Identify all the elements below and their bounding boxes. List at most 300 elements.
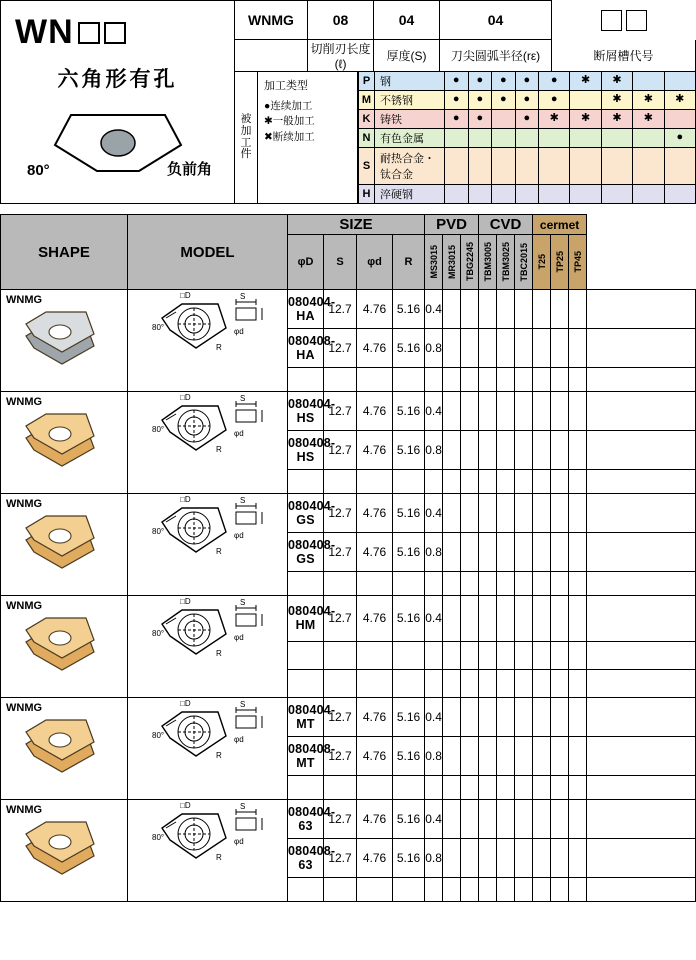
machining-type-item-1: ✱一般加工 (264, 115, 315, 128)
cell-grade-availability (497, 470, 515, 494)
insert-photo-cell (1, 596, 128, 698)
cell-grade-availability (551, 800, 569, 839)
insert-type-label: WNMG (6, 600, 43, 612)
cell-thickness: 4.76 (357, 698, 393, 737)
material-code: H (359, 184, 375, 203)
material-mark: ● (445, 90, 469, 109)
cell-grade-availability (479, 596, 497, 642)
cell-diameter: 12.7 (324, 596, 357, 642)
insert-photo-cell (1, 698, 128, 800)
material-mark: ● (664, 128, 695, 147)
cell-grade-availability (461, 470, 479, 494)
cell-nose-radius (425, 776, 443, 800)
cell-model-number (288, 669, 324, 697)
cell-grade-availability (533, 392, 551, 431)
cell-nose-radius (425, 368, 443, 392)
cell-grade-availability (551, 470, 569, 494)
cell-model-number: 080408-HS (288, 431, 324, 470)
material-code: K (359, 109, 375, 128)
material-mark (664, 72, 695, 90)
cell-model-number: 080404-GS (288, 494, 324, 533)
cell-grade-availability (569, 596, 587, 642)
cell-grade-availability (533, 698, 551, 737)
table-row (1, 596, 696, 642)
wn-logo-box-2 (104, 22, 126, 44)
material-matrix (234, 72, 696, 204)
material-mark (570, 90, 601, 109)
cell-model-number: 080408-HA (288, 329, 324, 368)
cell-grade-availability (587, 878, 696, 902)
cell-grade-availability (497, 839, 515, 878)
angle-label: 80° (27, 162, 50, 179)
material-code: S (359, 148, 375, 185)
insert-photo-cell (1, 800, 128, 902)
table-row (1, 698, 696, 737)
cell-grade-availability (533, 290, 551, 329)
cell-grade-availability (569, 431, 587, 470)
cell-grade-availability (443, 698, 461, 737)
material-mark (570, 184, 601, 203)
col-grade: TBM3005 (479, 235, 497, 290)
product-table-head (1, 215, 696, 290)
cell-grade-availability (515, 368, 533, 392)
material-mark: ✱ (633, 90, 664, 109)
material-mark: ✱ (570, 72, 601, 90)
cell-thickness: 4.76 (357, 533, 393, 572)
cell-grade-availability (533, 494, 551, 533)
cell-model-number (288, 470, 324, 494)
insert-dimension-drawing (128, 392, 288, 494)
cell-model-number (288, 572, 324, 596)
cell-hole-diameter: 5.16 (393, 737, 425, 776)
cell-grade-availability (461, 878, 479, 902)
svg-text:□D: □D (180, 801, 191, 810)
cell-grade-availability (515, 470, 533, 494)
material-mark: ● (539, 90, 570, 109)
cell-hole-diameter: 5.16 (393, 698, 425, 737)
material-mark (468, 148, 492, 185)
cell-thickness: 4.76 (357, 737, 393, 776)
col-size-sub: R (393, 235, 425, 290)
material-mark (601, 148, 632, 185)
svg-text:R: R (216, 853, 222, 862)
svg-text:80°: 80° (152, 731, 165, 740)
cell-nose-radius: 0.4 (425, 596, 443, 642)
cell-nose-radius: 0.8 (425, 839, 443, 878)
cell-grade-availability (569, 533, 587, 572)
cell-grade-availability (497, 669, 515, 697)
header-block (0, 0, 696, 204)
material-mark: ● (515, 72, 539, 90)
workpiece-label: 被加工件 (234, 72, 258, 204)
material-mark (539, 148, 570, 185)
cell-grade-availability (497, 641, 515, 669)
cell-hole-diameter: 5.16 (393, 596, 425, 642)
cell-grade-availability (569, 470, 587, 494)
cell-thickness: 4.76 (357, 392, 393, 431)
cell-grade-availability (533, 470, 551, 494)
cell-nose-radius (425, 878, 443, 902)
cell-grade-availability (443, 329, 461, 368)
cell-hole-diameter (393, 368, 425, 392)
cell-hole-diameter (393, 669, 425, 697)
cell-grade-availability (497, 290, 515, 329)
cell-diameter: 12.7 (324, 290, 357, 329)
cell-diameter (324, 368, 357, 392)
cell-grade-availability (587, 641, 696, 669)
cell-grade-availability (461, 431, 479, 470)
cell-hole-diameter: 5.16 (393, 494, 425, 533)
cell-grade-availability (515, 596, 533, 642)
cell-grade-availability (533, 800, 551, 839)
chip-code-box-1 (601, 10, 622, 31)
cell-grade-availability (587, 698, 696, 737)
material-name: 淬硬钢 (375, 184, 445, 203)
cell-grade-availability (587, 470, 696, 494)
wn-logo-text: WN (15, 13, 74, 51)
svg-text:R: R (216, 751, 222, 760)
cell-thickness (357, 878, 393, 902)
cell-diameter (324, 669, 357, 697)
cell-grade-availability (569, 572, 587, 596)
cell-grade-availability (551, 431, 569, 470)
cell-hole-diameter (393, 641, 425, 669)
cell-grade-availability (569, 329, 587, 368)
cell-grade-availability (497, 329, 515, 368)
material-mark (468, 184, 492, 203)
cell-grade-availability (443, 641, 461, 669)
cell-grade-availability (461, 641, 479, 669)
cell-grade-availability (497, 800, 515, 839)
cell-grade-availability (461, 669, 479, 697)
cell-thickness: 4.76 (357, 839, 393, 878)
cell-grade-availability (461, 533, 479, 572)
svg-text:S: S (240, 700, 246, 709)
cell-grade-availability (479, 392, 497, 431)
cell-grade-availability (443, 669, 461, 697)
cell-grade-availability (497, 698, 515, 737)
machining-type-item-0: ●连续加工 (264, 99, 313, 112)
cell-grade-availability (461, 368, 479, 392)
cell-diameter (324, 641, 357, 669)
cell-grade-availability (551, 572, 569, 596)
cell-grade-availability (461, 698, 479, 737)
cell-grade-availability (533, 431, 551, 470)
cell-grade-availability (443, 737, 461, 776)
cell-grade-availability (479, 494, 497, 533)
cell-grade-availability (587, 596, 696, 642)
cell-grade-availability (533, 533, 551, 572)
code-cell-thickness: 04 (374, 0, 440, 40)
cell-grade-availability (551, 878, 569, 902)
material-mark (601, 184, 632, 203)
cell-grade-availability (533, 596, 551, 642)
cell-grade-availability (533, 368, 551, 392)
material-mark (570, 148, 601, 185)
cell-grade-availability (551, 329, 569, 368)
cell-hole-diameter: 5.16 (393, 392, 425, 431)
cell-diameter (324, 776, 357, 800)
cell-grade-availability (497, 878, 515, 902)
cell-grade-availability (479, 698, 497, 737)
material-mark (633, 128, 664, 147)
cell-grade-availability (479, 800, 497, 839)
col-pvd: PVD (425, 215, 479, 235)
svg-text:φd: φd (234, 531, 244, 540)
material-mark (633, 148, 664, 185)
cell-hole-diameter: 5.16 (393, 533, 425, 572)
cell-grade-availability (461, 776, 479, 800)
col-grade: MR3015 (443, 235, 461, 290)
material-grid (358, 72, 696, 204)
cell-thickness (357, 368, 393, 392)
material-code: P (359, 72, 375, 90)
cell-grade-availability (479, 776, 497, 800)
cell-grade-availability (551, 641, 569, 669)
cell-grade-availability (479, 669, 497, 697)
cell-grade-availability (443, 839, 461, 878)
material-mark: ● (468, 90, 492, 109)
col-size-sub: φD (288, 235, 324, 290)
cell-grade-availability (461, 737, 479, 776)
cell-grade-availability (551, 368, 569, 392)
cell-grade-availability (461, 290, 479, 329)
cell-model-number (288, 776, 324, 800)
cell-grade-availability (533, 572, 551, 596)
cell-grade-availability (443, 533, 461, 572)
cell-thickness: 4.76 (357, 494, 393, 533)
material-name: 铸铁 (375, 109, 445, 128)
material-mark (601, 128, 632, 147)
material-row (359, 148, 696, 185)
svg-text:φd: φd (234, 327, 244, 336)
material-name: 不锈钢 (375, 90, 445, 109)
svg-text:R: R (216, 649, 222, 658)
cell-diameter: 12.7 (324, 329, 357, 368)
cell-grade-availability (461, 800, 479, 839)
insert-type-label: WNMG (6, 294, 43, 306)
material-mark (664, 184, 695, 203)
chip-code-box-2 (626, 10, 647, 31)
insert-dimension-drawing (128, 290, 288, 392)
cell-model-number: 080404-HA (288, 290, 324, 329)
cell-grade-availability (551, 596, 569, 642)
col-grade: TBC2015 (515, 235, 533, 290)
desc-cell-thickness: 厚度(S) (374, 40, 440, 72)
insert-dimension-drawing (128, 800, 288, 902)
cell-grade-availability (551, 290, 569, 329)
svg-text:R: R (216, 547, 222, 556)
cell-diameter (324, 878, 357, 902)
col-grade: TBM3025 (497, 235, 515, 290)
svg-text:□D: □D (180, 291, 191, 300)
cell-grade-availability (551, 494, 569, 533)
cell-model-number: 080408-GS (288, 533, 324, 572)
cell-thickness (357, 669, 393, 697)
material-mark (445, 148, 469, 185)
material-mark (570, 128, 601, 147)
material-name: 有色金属 (375, 128, 445, 147)
cell-grade-availability (533, 737, 551, 776)
cell-grade-availability (443, 596, 461, 642)
cell-thickness: 4.76 (357, 329, 393, 368)
cell-grade-availability (551, 737, 569, 776)
cell-nose-radius: 0.4 (425, 698, 443, 737)
cell-grade-availability (587, 431, 696, 470)
cell-hole-diameter (393, 776, 425, 800)
material-mark: ● (445, 72, 469, 90)
material-mark (492, 184, 516, 203)
cell-grade-availability (533, 878, 551, 902)
material-mark (492, 148, 516, 185)
insert-dimension-drawing (128, 698, 288, 800)
cell-grade-availability (461, 839, 479, 878)
svg-text:□D: □D (180, 597, 191, 606)
code-cell-chip (552, 0, 696, 40)
cell-grade-availability (551, 776, 569, 800)
cell-grade-availability (479, 533, 497, 572)
cell-grade-availability (533, 669, 551, 697)
col-cvd: CVD (479, 215, 533, 235)
material-mark: ● (539, 72, 570, 90)
cell-grade-availability (479, 290, 497, 329)
cell-model-number (288, 368, 324, 392)
cell-model-number (288, 641, 324, 669)
cell-grade-availability (497, 494, 515, 533)
cell-nose-radius: 0.4 (425, 494, 443, 533)
svg-text:80°: 80° (152, 425, 165, 434)
cell-nose-radius (425, 669, 443, 697)
cell-grade-availability (443, 470, 461, 494)
table-head-row-1 (1, 215, 696, 235)
cell-grade-availability (587, 572, 696, 596)
cell-grade-availability (443, 572, 461, 596)
cell-grade-availability (551, 839, 569, 878)
cell-grade-availability (569, 698, 587, 737)
cell-grade-availability (479, 641, 497, 669)
cell-model-number (288, 878, 324, 902)
designation-panel (234, 0, 696, 204)
svg-text:□D: □D (180, 495, 191, 504)
cell-grade-availability (587, 494, 696, 533)
chip-code-boxes (552, 10, 695, 31)
material-row (359, 72, 696, 90)
insert-photo-cell (1, 494, 128, 596)
material-mark: ● (492, 90, 516, 109)
cell-grade-availability (515, 641, 533, 669)
cell-diameter (324, 470, 357, 494)
shape-overview-panel (0, 0, 234, 204)
cell-grade-availability (515, 494, 533, 533)
cell-grade-availability (587, 329, 696, 368)
machining-type-title: 加工类型 (264, 80, 308, 92)
cell-grade-availability (479, 329, 497, 368)
cell-grade-availability (587, 290, 696, 329)
cell-grade-availability (515, 392, 533, 431)
material-mark (515, 128, 539, 147)
svg-text:80°: 80° (152, 629, 165, 638)
cell-grade-availability (551, 698, 569, 737)
cell-model-number: 080408-MT (288, 737, 324, 776)
cell-grade-availability (497, 596, 515, 642)
cell-grade-availability (569, 641, 587, 669)
insert-type-label: WNMG (6, 702, 43, 714)
cell-grade-availability (497, 368, 515, 392)
cell-grade-availability (533, 641, 551, 669)
cell-grade-availability (479, 431, 497, 470)
cell-grade-availability (497, 431, 515, 470)
svg-text:S: S (240, 496, 246, 505)
insert-photo-cell (1, 290, 128, 392)
cell-thickness: 4.76 (357, 290, 393, 329)
col-grade: TP45 (569, 235, 587, 290)
col-grade: TBG2245 (461, 235, 479, 290)
cell-diameter (324, 572, 357, 596)
material-mark: ✱ (570, 109, 601, 128)
cell-grade-availability (587, 839, 696, 878)
cell-nose-radius: 0.4 (425, 392, 443, 431)
cell-grade-availability (587, 737, 696, 776)
material-mark: ✱ (633, 109, 664, 128)
cell-grade-availability (443, 368, 461, 392)
cell-hole-diameter (393, 572, 425, 596)
cell-grade-availability (569, 368, 587, 392)
material-mark: ● (515, 90, 539, 109)
col-grade: MS3015 (425, 235, 443, 290)
cell-diameter: 12.7 (324, 392, 357, 431)
material-mark (515, 184, 539, 203)
col-grade: TP25 (551, 235, 569, 290)
cell-diameter: 12.7 (324, 494, 357, 533)
cell-grade-availability (479, 737, 497, 776)
cell-grade-availability (515, 669, 533, 697)
material-row (359, 90, 696, 109)
material-mark (445, 184, 469, 203)
col-model: MODEL (128, 215, 288, 290)
cell-grade-availability (443, 392, 461, 431)
material-mark (492, 128, 516, 147)
cell-diameter: 12.7 (324, 800, 357, 839)
material-mark: ✱ (539, 109, 570, 128)
cell-grade-availability (497, 572, 515, 596)
col-shape: SHAPE (1, 215, 128, 290)
desc-cell-chip-groove: 断屑槽代号 (552, 40, 696, 72)
product-table-body (1, 290, 696, 902)
material-mark: ✱ (664, 90, 695, 109)
cell-nose-radius: 0.8 (425, 431, 443, 470)
cell-thickness (357, 572, 393, 596)
svg-text:S: S (240, 292, 246, 301)
material-mark: ✱ (601, 109, 632, 128)
insert-dimension-drawing (128, 596, 288, 698)
cell-diameter: 12.7 (324, 431, 357, 470)
cell-hole-diameter (393, 470, 425, 494)
cell-grade-availability (461, 494, 479, 533)
cell-grade-availability (533, 776, 551, 800)
cell-diameter: 12.7 (324, 533, 357, 572)
cell-grade-availability (515, 431, 533, 470)
cell-grade-availability (533, 329, 551, 368)
material-mark (539, 184, 570, 203)
cell-grade-availability (515, 572, 533, 596)
cell-model-number: 080404-MT (288, 698, 324, 737)
code-cell-name: WNMG (234, 0, 308, 40)
svg-text:80°: 80° (152, 323, 165, 332)
svg-text:□D: □D (180, 393, 191, 402)
cell-grade-availability (515, 776, 533, 800)
cell-hole-diameter: 5.16 (393, 800, 425, 839)
cell-grade-availability (569, 800, 587, 839)
